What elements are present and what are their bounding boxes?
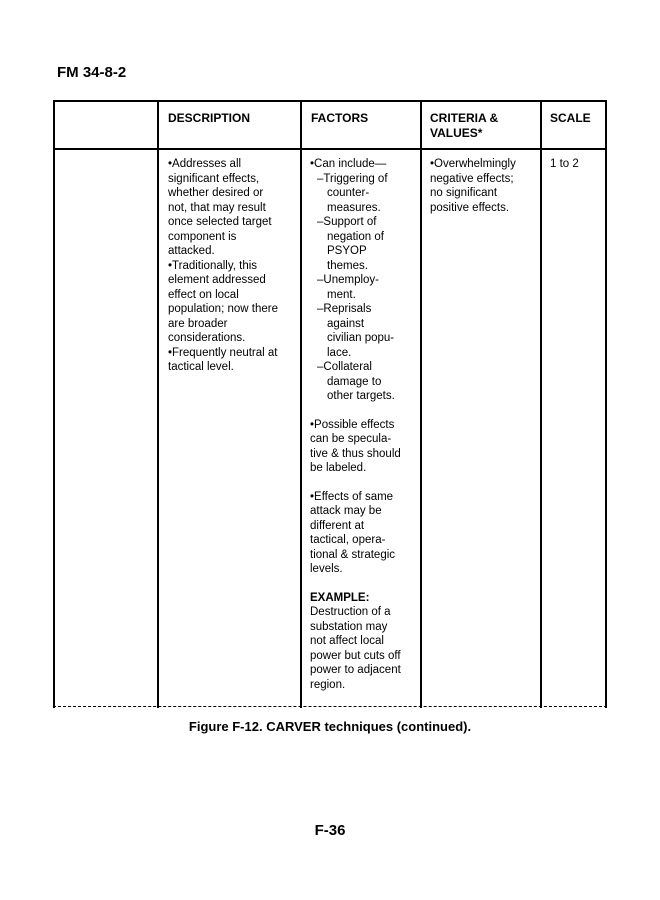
description-line: tactical level. bbox=[168, 361, 234, 373]
criteria-cell bbox=[430, 157, 516, 215]
factors-a-line: damage to bbox=[327, 375, 382, 388]
description-line: are broader bbox=[168, 317, 228, 330]
factors-c-line: levels. bbox=[310, 563, 343, 575]
page-number: F-36 bbox=[314, 822, 346, 839]
factors-d-line: power to adjacent bbox=[310, 664, 401, 676]
criteria-line: negative effects; bbox=[430, 172, 514, 185]
factors-levels-note bbox=[310, 490, 401, 577]
factors-d-line: Destruction of a bbox=[310, 606, 391, 618]
factors-d-line: region. bbox=[310, 678, 346, 691]
factors-b-line: tive & thus should bbox=[310, 447, 401, 460]
factors-a-line: –Unemploy- bbox=[317, 274, 379, 286]
header-scale: SCALE bbox=[550, 111, 591, 125]
factors-a-line: –Triggering of bbox=[317, 172, 388, 185]
description-line: considerations. bbox=[168, 332, 246, 344]
factors-a-line: against bbox=[327, 317, 365, 330]
col-border-3 bbox=[420, 100, 422, 708]
description-line: not, that may result bbox=[168, 201, 266, 214]
criteria-line: no significant bbox=[430, 187, 498, 199]
col-border-4 bbox=[540, 100, 542, 708]
description-line: whether desired or bbox=[168, 187, 264, 199]
scale-cell: 1 to 2 bbox=[550, 158, 579, 170]
factors-a-line: measures. bbox=[327, 201, 381, 214]
table-continuation-dashed-line bbox=[53, 706, 607, 707]
factors-a-line: –Collateral bbox=[317, 361, 372, 373]
col-border-5 bbox=[605, 100, 607, 708]
criteria-line: positive effects. bbox=[430, 201, 510, 214]
document-header: FM 34-8-2 bbox=[57, 64, 127, 81]
description-line: •Addresses all bbox=[168, 158, 242, 170]
factors-c-line: different at bbox=[310, 519, 365, 532]
example-label: EXAMPLE: bbox=[310, 591, 370, 604]
factors-a-line: other targets. bbox=[327, 390, 395, 402]
header-criteria bbox=[430, 111, 498, 141]
factors-c-line: attack may be bbox=[310, 505, 382, 517]
description-line: once selected target bbox=[168, 216, 272, 228]
factors-a-line: civilian popu- bbox=[327, 332, 395, 344]
description-line: population; now there bbox=[168, 303, 278, 315]
description-line: attacked. bbox=[168, 245, 215, 257]
factors-a-line: –Reprisals bbox=[317, 303, 372, 315]
factors-cell bbox=[310, 157, 401, 692]
description-line: •Frequently neutral at bbox=[168, 346, 278, 359]
factors-a-line: counter- bbox=[327, 187, 370, 199]
factors-c-line: tactical, opera- bbox=[310, 534, 386, 546]
col-border-1 bbox=[157, 100, 159, 708]
factors-b-line: •Possible effects bbox=[310, 418, 395, 431]
figure-caption: Figure F-12. CARVER techniques (continued). bbox=[188, 719, 472, 734]
description-line: •Traditionally, this bbox=[168, 259, 258, 272]
factors-d-line: not affect local bbox=[310, 635, 384, 647]
factors-b-line: can be specula- bbox=[310, 433, 392, 445]
factors-a-line: –Support of bbox=[317, 216, 377, 228]
col-border-0 bbox=[53, 100, 55, 708]
factors-a-line: PSYOP bbox=[327, 245, 367, 257]
example-text bbox=[310, 605, 401, 692]
description-line: significant effects, bbox=[168, 172, 260, 185]
factors-a-line: ment. bbox=[327, 288, 356, 301]
factors-c-line: tional & strategic bbox=[310, 548, 396, 561]
description-line: effect on local bbox=[168, 288, 239, 301]
factors-speculative-note bbox=[310, 418, 401, 476]
header-criteria-line1: CRITERIA & bbox=[430, 111, 499, 125]
factors-b-line: be labeled. bbox=[310, 462, 367, 474]
header-row-border bbox=[53, 148, 607, 150]
factors-a-line: •Can include— bbox=[310, 158, 387, 170]
header-description: DESCRIPTION bbox=[168, 111, 251, 125]
description-line: element addressed bbox=[168, 274, 266, 286]
description-cell bbox=[168, 157, 278, 375]
col-border-2 bbox=[300, 100, 302, 708]
factors-a-line: lace. bbox=[327, 346, 352, 359]
carver-table bbox=[53, 100, 607, 708]
factors-a-line: themes. bbox=[327, 259, 368, 272]
factors-list bbox=[310, 157, 401, 404]
factors-c-line: •Effects of same bbox=[310, 490, 394, 503]
header-factors: FACTORS bbox=[311, 111, 369, 125]
factors-d-line: power but cuts off bbox=[310, 649, 401, 662]
criteria-line: •Overwhelmingly bbox=[430, 158, 516, 170]
description-line: component is bbox=[168, 230, 237, 243]
factors-a-line: negation of bbox=[327, 230, 384, 243]
factors-d-line: substation may bbox=[310, 620, 388, 633]
table-top-border bbox=[53, 100, 607, 102]
header-criteria-line2: VALUES* bbox=[430, 126, 483, 140]
